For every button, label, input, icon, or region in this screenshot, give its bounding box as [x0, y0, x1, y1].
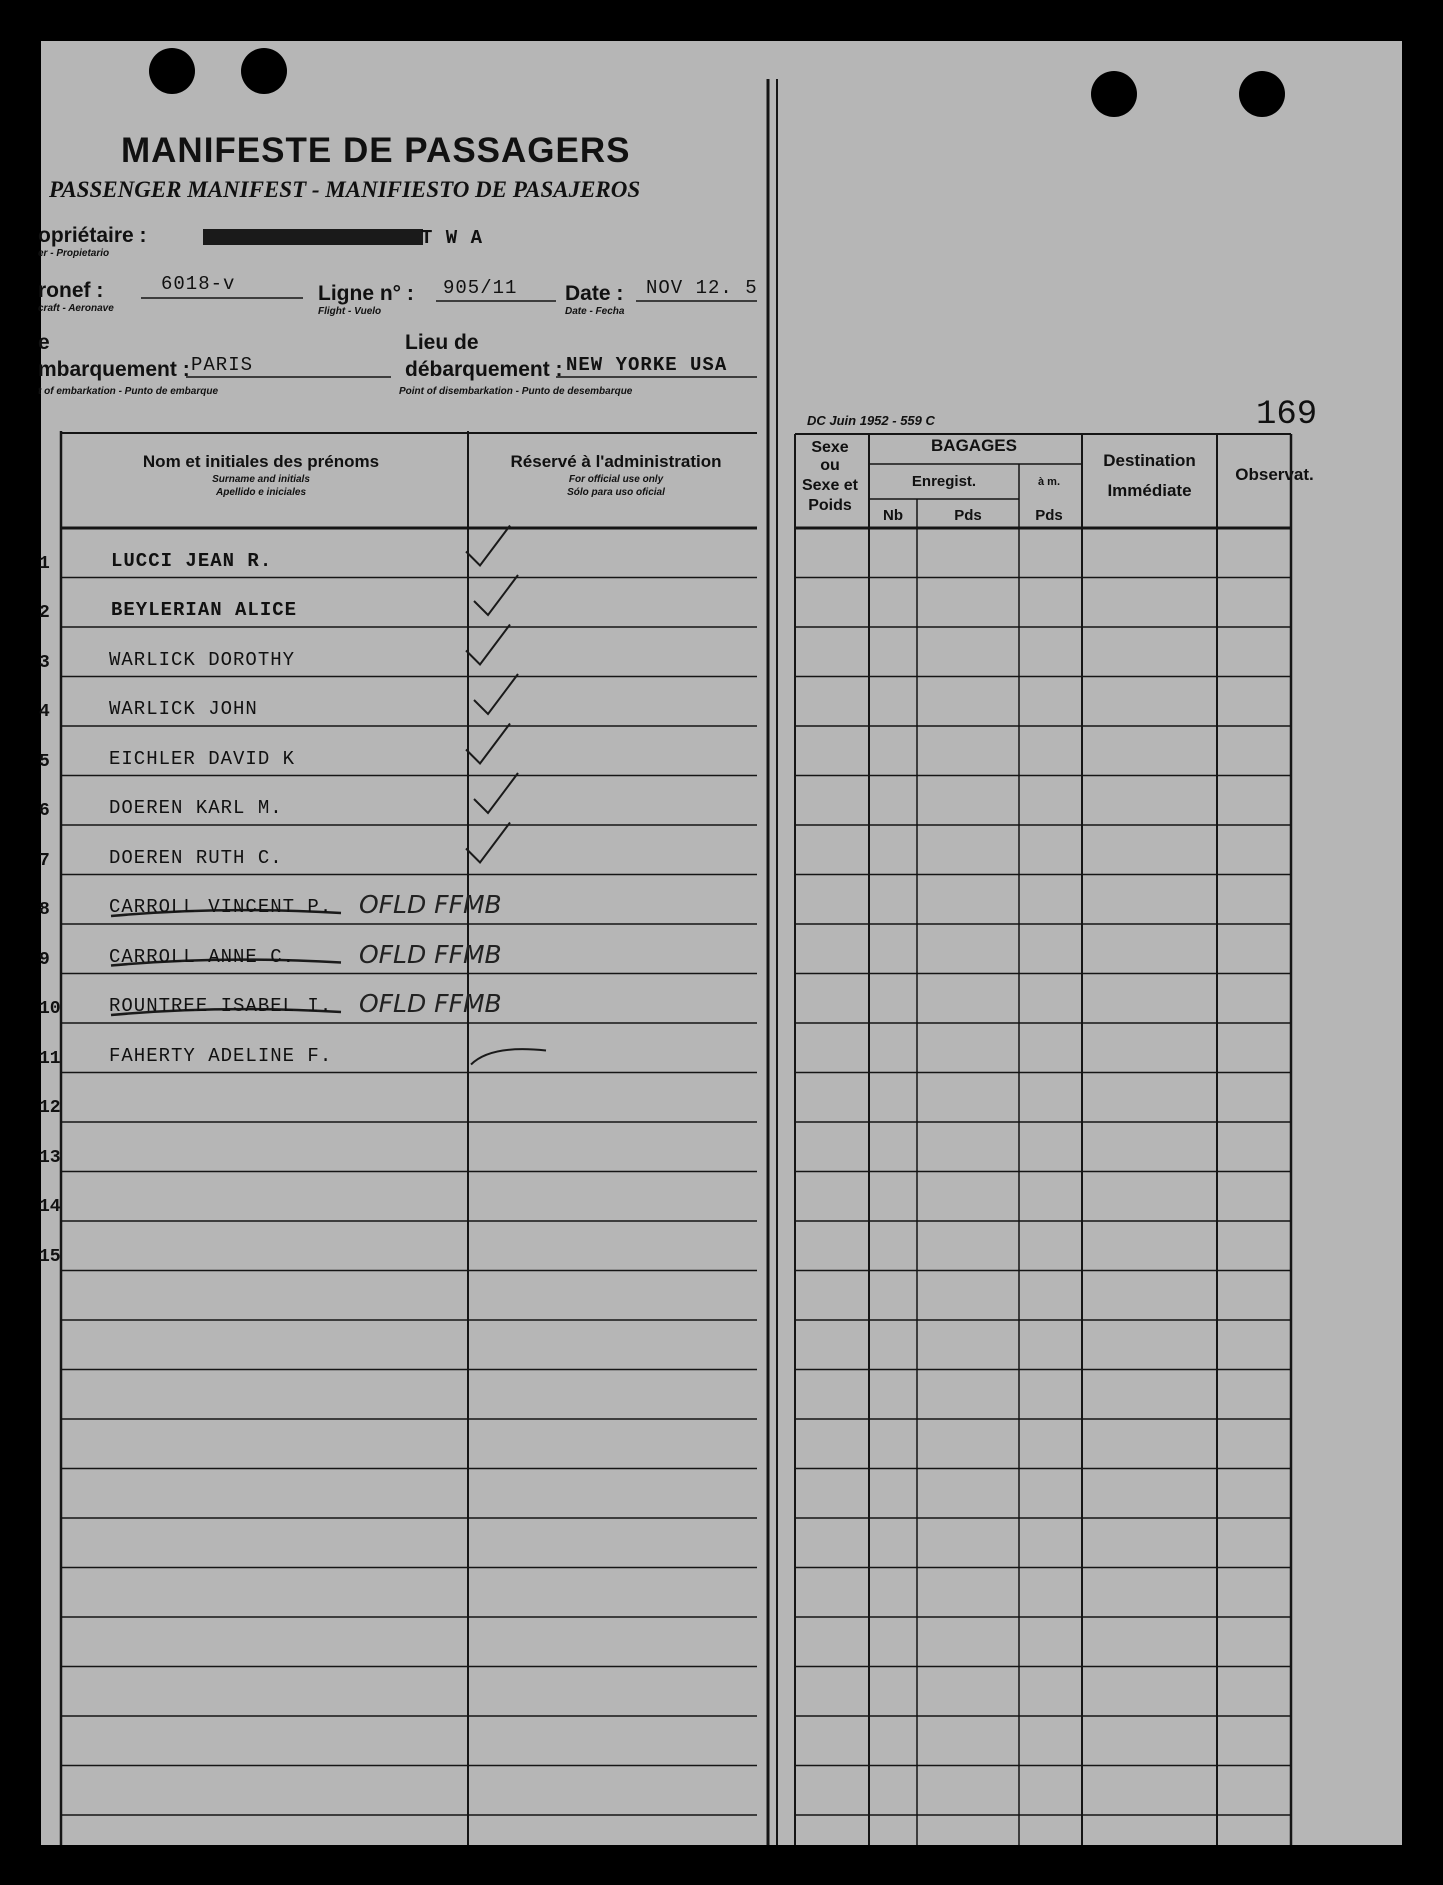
row-number: 10	[39, 999, 61, 1019]
col-bagages: BAGAGES	[931, 436, 1017, 455]
owner-label: opriétaire :	[38, 224, 147, 247]
col-nb: Nb	[883, 507, 903, 524]
col-observat: Observat.	[1235, 465, 1314, 484]
row-number: 3	[39, 652, 50, 673]
embark-sublabel: t of embarkation - Punto de embarque	[38, 386, 219, 397]
disembark-sublabel: Point of disembarkation - Punto de desembarque	[399, 386, 633, 397]
page-number: 169	[1256, 396, 1318, 434]
disembark-label-top: Lieu de	[405, 331, 479, 354]
disembark-label: débarquement :	[405, 358, 563, 381]
form-code: DC Juin 1952 - 559 C	[807, 413, 935, 428]
aircraft-label: ronef :	[38, 279, 104, 302]
col-sex-4: Poids	[808, 497, 852, 514]
check-mark-icon	[474, 674, 518, 714]
passenger-name: CARROLL ANNE C.	[109, 945, 296, 968]
check-mark-icon	[466, 526, 510, 566]
flight-label: Ligne n° :	[318, 282, 414, 305]
col-destination-2: Immédiate	[1107, 481, 1192, 500]
col-main: à m.	[1037, 476, 1060, 488]
col-name-header: Nom et initiales des prénoms	[142, 452, 380, 471]
passenger-name: WARLICK DOROTHY	[109, 648, 296, 671]
row-number: 1	[39, 553, 50, 574]
row-number: 8	[39, 900, 50, 920]
embark-label: mbarquement :	[38, 358, 190, 381]
check-mark-icon	[466, 625, 510, 665]
disembark-value: NEW YORKE USA	[566, 354, 728, 376]
row-number: 5	[39, 751, 50, 772]
flight-sublabel: Flight - Vuelo	[318, 306, 382, 317]
check-mark-icon	[466, 823, 510, 863]
col-sex-2: ou	[820, 457, 840, 474]
aircraft-value: 6018-v	[161, 273, 236, 295]
col-admin-header-en: For official use only	[568, 474, 664, 485]
passenger-name: CARROLL VINCENT P.	[109, 896, 333, 918]
handwritten-note: OFLD FFMB	[359, 939, 502, 969]
handwritten-note: OFLD FFMB	[359, 989, 502, 1018]
check-mark-icon	[466, 724, 510, 764]
col-enregist: Enregist.	[911, 473, 977, 490]
passenger-name: FAHERTY ADELINE F.	[109, 1044, 333, 1067]
form-title: MANIFESTE DE PASSAGERS	[121, 131, 631, 170]
flight-value: 905/11	[443, 277, 518, 299]
handwritten-note: OFLD FFMB	[359, 890, 502, 919]
embark-value: PARIS	[191, 354, 254, 376]
form-subtitle: PASSENGER MANIFEST - MANIFIESTO DE PASAJEROS	[49, 177, 641, 202]
passenger-name: BEYLERIAN ALICE	[111, 599, 298, 621]
col-admin-header: Réservé à l'administration	[510, 452, 722, 471]
passenger-name: EICHLER DAVID K	[109, 747, 296, 770]
check-mark-icon	[474, 773, 518, 813]
col-destination-1: Destination	[1103, 451, 1196, 470]
passenger-name: DOEREN RUTH C.	[109, 846, 283, 869]
row-number: 2	[39, 603, 50, 623]
passenger-name: DOEREN KARL M.	[109, 797, 283, 819]
row-number: 12	[39, 1098, 61, 1118]
row-number: 15	[39, 1246, 61, 1267]
col-pds: Pds	[954, 507, 982, 524]
handwritten-curve-mark	[471, 1049, 546, 1064]
date-value: NOV 12. 5	[646, 277, 758, 299]
aircraft-sublabel: craft - Aeronave	[38, 303, 114, 314]
col-pds-main: Pds	[1035, 507, 1063, 524]
embark-label-top: e	[38, 331, 50, 354]
owner-sublabel: er - Propietario	[38, 248, 110, 259]
date-label: Date :	[565, 282, 624, 305]
col-name-header-es: Apellido e iniciales	[215, 487, 307, 498]
manifest-page	[38, 41, 1402, 1845]
date-sublabel: Date - Fecha	[565, 306, 625, 317]
row-number: 4	[39, 702, 50, 722]
passenger-name: LUCCI JEAN R.	[111, 549, 273, 572]
col-admin-header-es: Sólo para uso oficial	[567, 487, 665, 498]
owner-value: T W A	[421, 227, 484, 249]
passenger-name: WARLICK JOHN	[109, 698, 258, 720]
table-grid	[41, 41, 1402, 1845]
check-mark-icon	[474, 575, 518, 615]
row-number: 13	[39, 1147, 61, 1168]
row-number: 6	[39, 801, 50, 821]
col-name-header-en: Surname and initials	[212, 474, 310, 485]
passenger-name: ROUNTREE ISABEL I.	[109, 995, 333, 1017]
col-sex-3: Sexe et	[801, 477, 859, 494]
col-sex-1: Sexe	[811, 439, 849, 456]
row-number: 14	[39, 1197, 61, 1217]
row-number: 7	[39, 850, 50, 871]
row-number: 9	[39, 949, 50, 970]
row-number: 11	[39, 1048, 61, 1069]
